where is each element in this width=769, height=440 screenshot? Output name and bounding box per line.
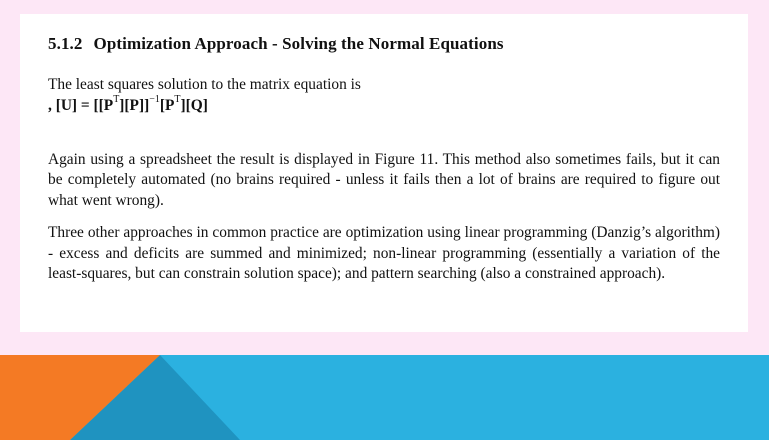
- equation-part-4: ][Q]: [180, 96, 208, 114]
- equation-part-2: ][P]]: [119, 96, 150, 114]
- paragraph-other-approaches: Three other approaches in common practice are optimization using linear programming (Danzig’s algorithm) - excess and deficits are summed and minimized; non-linear programming (essentially a variation of the least-squares, but can constrain solution space); and pattern searching (also a constrained approach).: [48, 224, 720, 282]
- decorative-footer-band: [0, 355, 769, 440]
- document-content: [20, 14, 748, 332]
- equation-sup-1: T: [113, 94, 120, 106]
- intro-paragraph: The least squares solution to the matrix equation is: [48, 76, 361, 93]
- section-title: Optimization Approach - Solving the Normal Equations: [93, 34, 504, 53]
- section-heading: [48, 34, 720, 54]
- equation-sup-2: −1: [149, 94, 160, 106]
- footer-shapes: [0, 355, 769, 440]
- equation-prefix: , [U] = [[P: [48, 96, 114, 114]
- equation-sup-3: T: [174, 94, 181, 106]
- paragraph-spreadsheet: Again using a spreadsheet the result is displayed in Figure 11. This method also sometimes fails, but it can be completely automated (no brains required - unless it fails then a lot of brains are required to figure out what went wrong).: [48, 150, 720, 209]
- equation-part-3: [P: [159, 96, 175, 114]
- section-number: 5.1.2: [48, 34, 83, 53]
- normal-equation: [48, 96, 720, 116]
